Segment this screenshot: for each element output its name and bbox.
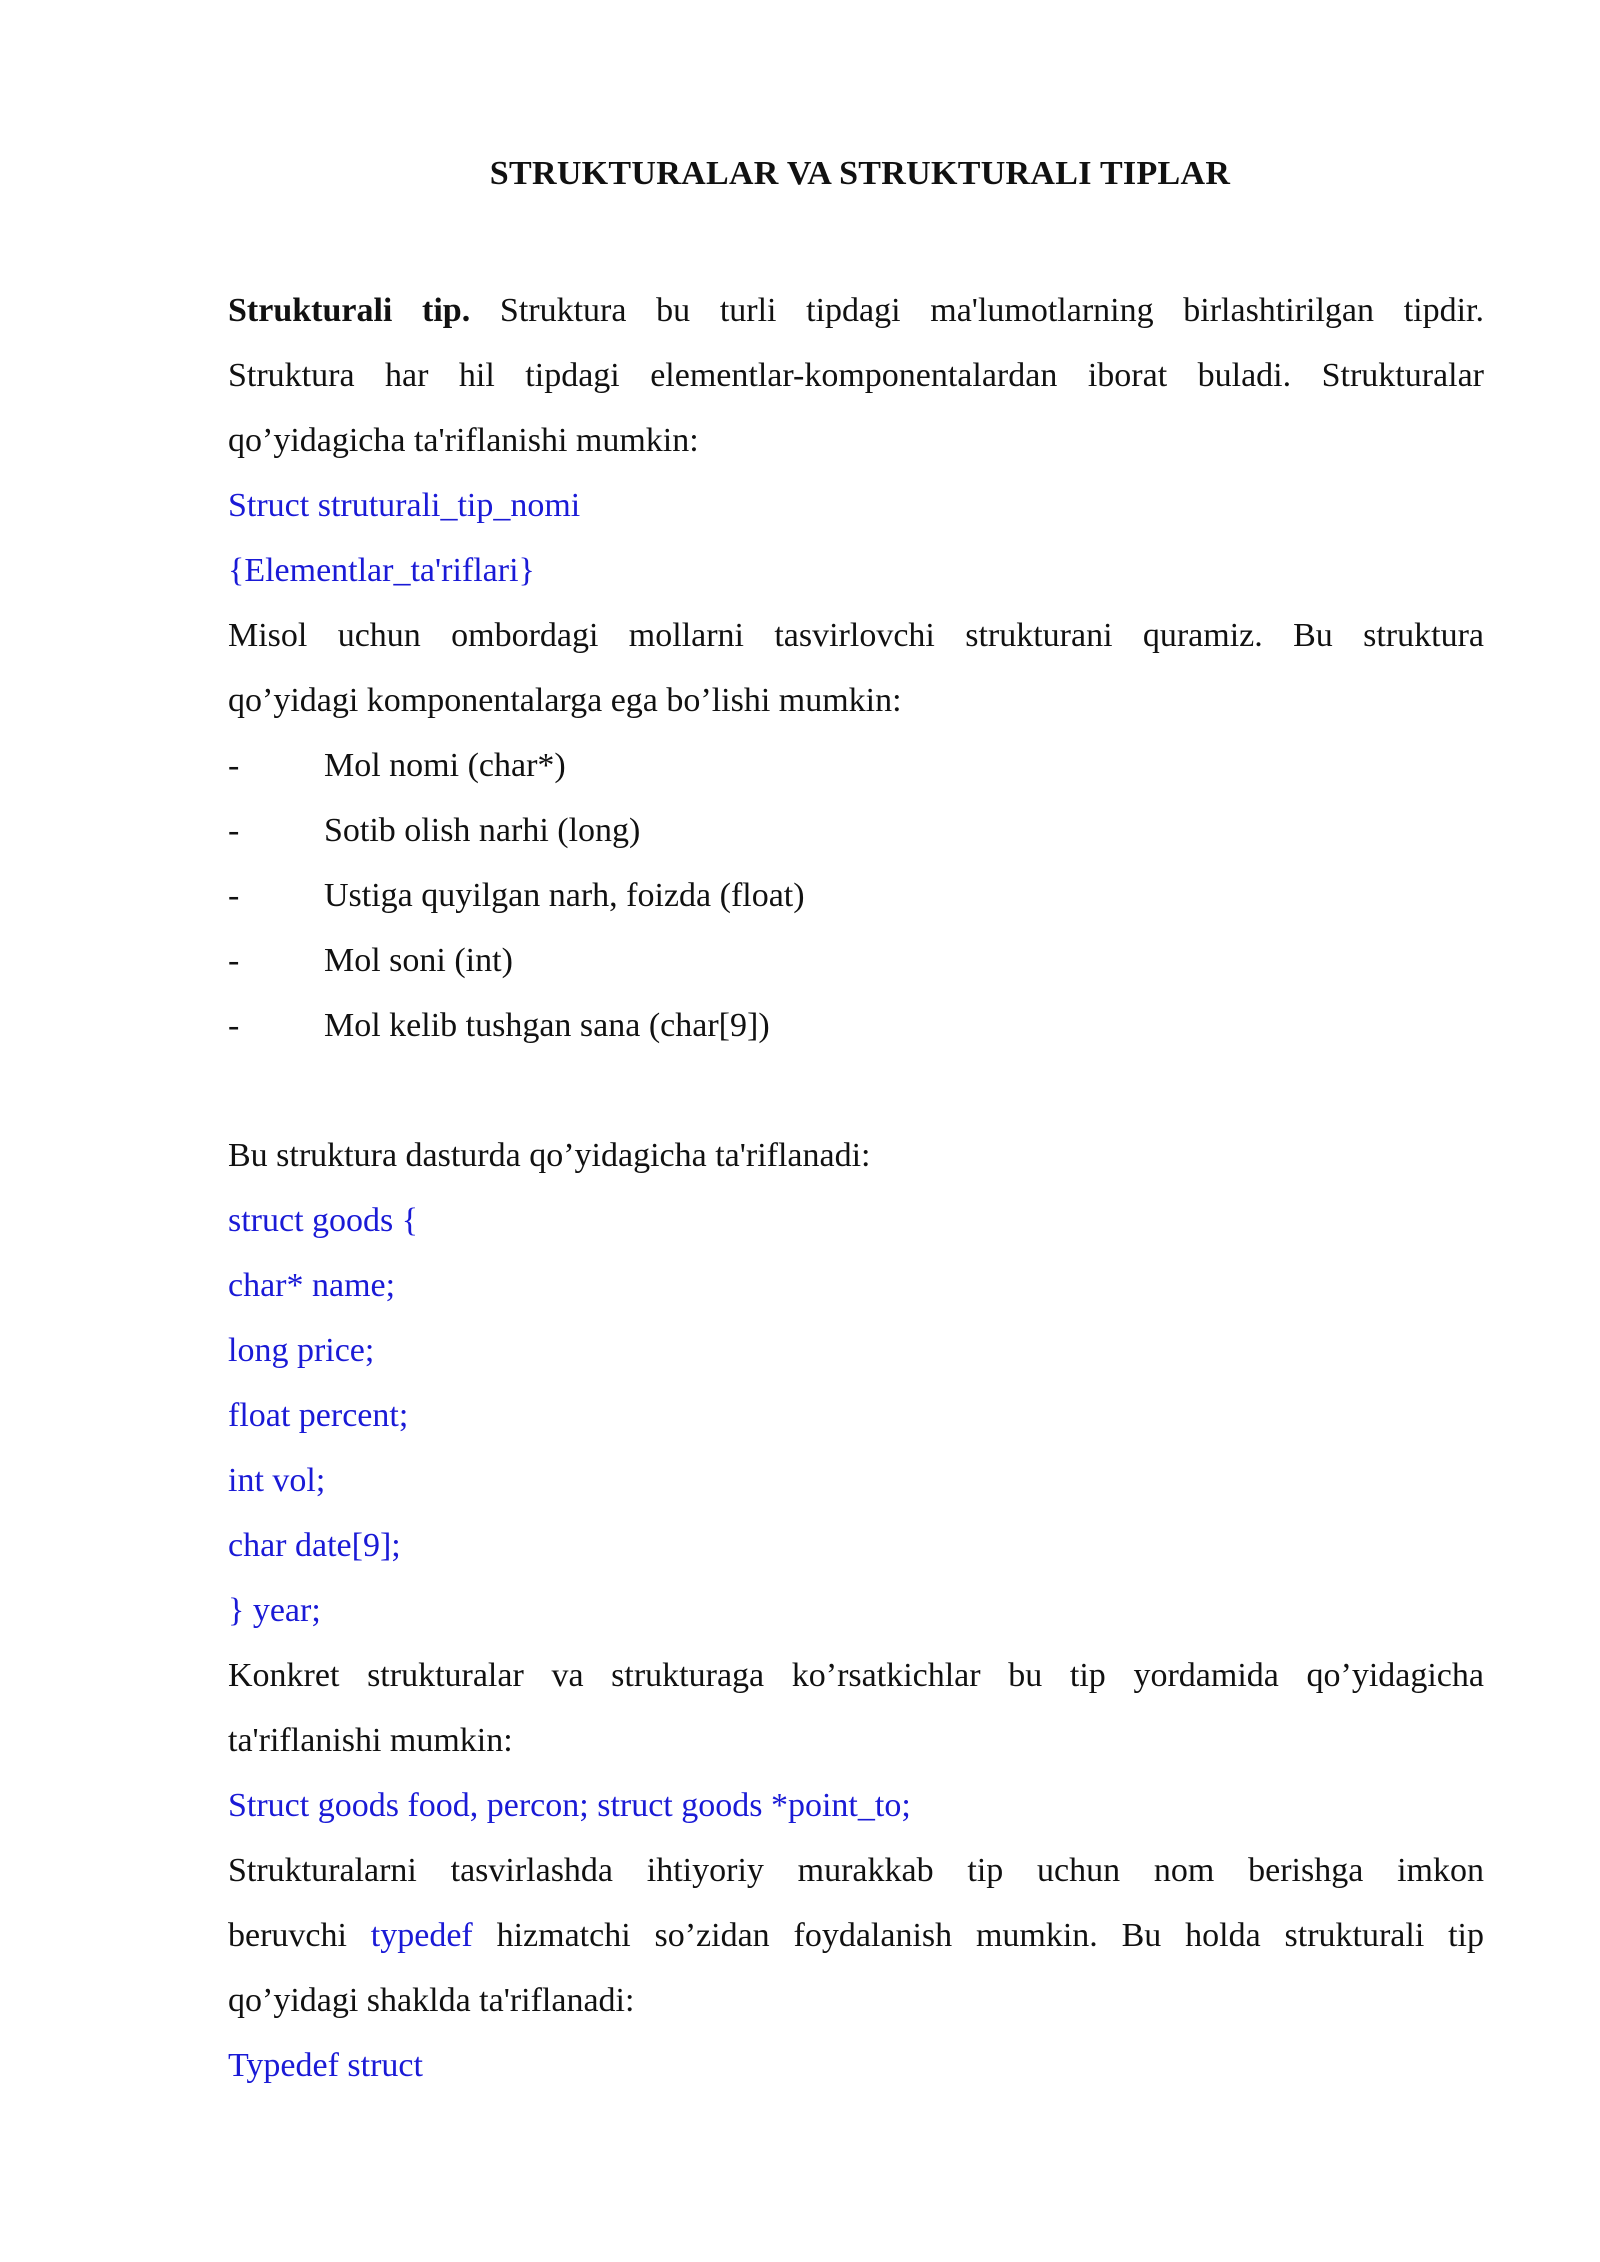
- typedef-line-2-before: beruvchi: [228, 1917, 371, 1954]
- typedef-line-2: [228, 1903, 1484, 1968]
- list-item: [228, 798, 1484, 863]
- code-line: } year;: [228, 1592, 321, 1629]
- list-dash: -: [228, 747, 240, 784]
- blank-line: [228, 1058, 1484, 1123]
- typedef-line-3: qo’yidagi shaklda ta'riflanadi:: [228, 1982, 635, 2019]
- typedef-line-1: Strukturalarni tasvirlashda ihtiyoriy murakkab tip uchun nom berishga imkon: [228, 1852, 1484, 1889]
- typedef-code: Typedef struct: [228, 2047, 423, 2084]
- intro-bold-lead: Strukturali tip.: [228, 292, 471, 329]
- syntax-line-2: {Elementlar_ta'riflari}: [228, 552, 535, 589]
- syntax-line-1: Struct struturali_tip_nomi: [228, 487, 581, 524]
- intro-line-3: qo’yidagicha ta'riflanishi mumkin:: [228, 422, 699, 459]
- intro-line-1-rest: Struktura bu turli tipdagi ma'lumotlarning birlashtirilgan tipdir.: [470, 292, 1484, 329]
- declaration-intro: Bu struktura dasturda qo’yidagicha ta'riflanadi:: [228, 1137, 871, 1174]
- list-item-text: Mol nomi (char*): [324, 747, 566, 784]
- typedef-line-2-after: hizmatchi so’zidan foydalanish mumkin. Bu holda strukturali tip: [472, 1917, 1484, 1954]
- list-item: [228, 928, 1484, 993]
- example-line-1: Misol uchun ombordagi mollarni tasvirlovchi strukturani quramiz. Bu struktura: [228, 617, 1484, 654]
- intro-line-2: Struktura har hil tipdagi elementlar-komponentalardan iborat buladi. Strukturalar: [228, 357, 1484, 394]
- list-item-text: Sotib olish narhi (long): [324, 812, 641, 849]
- document-body: [228, 278, 1484, 2098]
- list-dash: -: [228, 877, 240, 914]
- list-item-text: Ustiga quyilgan narh, foizda (float): [324, 877, 805, 914]
- list-dash: -: [228, 812, 240, 849]
- typedef-keyword: typedef: [370, 1917, 473, 1954]
- list-item-text: Mol kelib tushgan sana (char[9]): [324, 1007, 770, 1044]
- code-line: char date[9];: [228, 1527, 401, 1564]
- list-item: [228, 993, 1484, 1058]
- concrete-line-2: ta'riflanishi mumkin:: [228, 1722, 513, 1759]
- page-title: STRUKTURALAR VA STRUKTURALI TIPLAR: [489, 155, 1231, 192]
- concrete-code: Struct goods food, percon; struct goods *point_to;: [228, 1787, 911, 1824]
- code-line: int vol;: [228, 1462, 326, 1499]
- list-item: [228, 733, 1484, 798]
- list-item-text: Mol soni (int): [324, 942, 513, 979]
- code-line: char* name;: [228, 1267, 396, 1304]
- concrete-line-1: Konkret strukturalar va strukturaga ko’rsatkichlar bu tip yordamida qo’yidagicha: [228, 1657, 1484, 1694]
- code-line: float percent;: [228, 1397, 409, 1434]
- code-line: long price;: [228, 1332, 375, 1369]
- code-line: struct goods {: [228, 1202, 419, 1239]
- list-dash: -: [228, 1007, 240, 1044]
- list-item: [228, 863, 1484, 928]
- list-dash: -: [228, 942, 240, 979]
- intro-line-1: [228, 278, 1484, 343]
- example-line-2: qo’yidagi komponentalarga ega bo’lishi mumkin:: [228, 682, 902, 719]
